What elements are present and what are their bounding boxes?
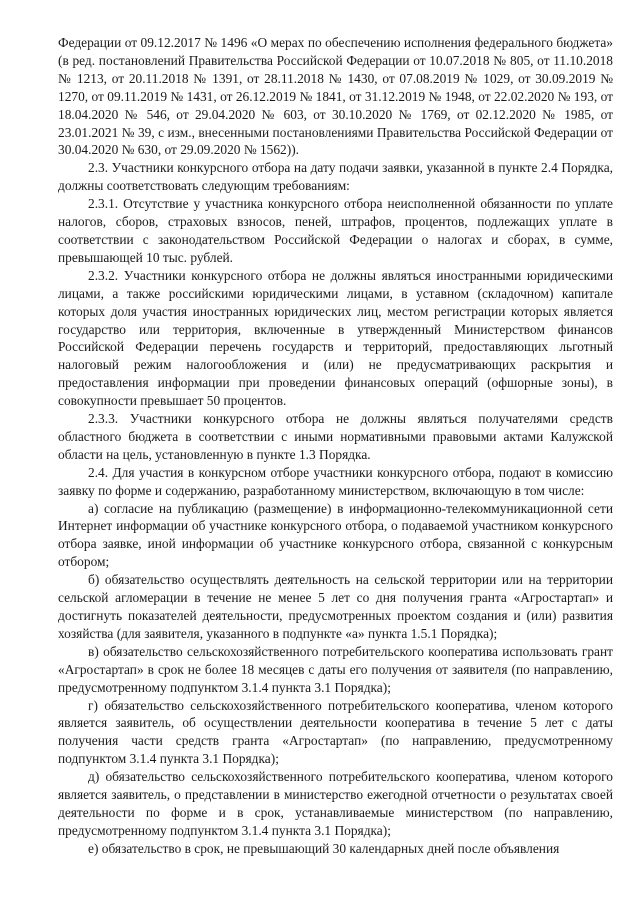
paragraph-item-b: б) обязательство осуществлять деятельность на сельской территории или на территории сельской агломерации в течение не менее 5 лет со дня получения гранта «Агростартап» и достигнуть показателей деятельности, предусмотренных проектом создания и (или) развития хозяйства (для заявителя, указанного в подпункте «а» пункта 1.5.1 Порядка); [58,572,613,641]
paragraph-item-a: а) согласие на публикацию (размещение) в информационно-телекоммуникационной сети Интернет информации об участнике конкурсного отбора, о подаваемой участником конкурсного отбора заявке, иной информации об участнике конкурсного отбора, связанной с конкурсным отбором; [58,500,613,570]
paragraph-item-d: д) обязательство сельскохозяйственного потребительского кооператива, членом которого является заявитель, о представлении в министерство ежегодной отчетности о результатах своей деятельности по форме и в срок, устанавливаемые министерством (по направлению, предусмотренному подпунктом 3.1.4 пункта 3.1 Порядка); [58,769,613,838]
paragraph-item-g: г) обязательство сельскохозяйственного потребительского кооператива, членом которого является заявитель, об осуществлении деятельности кооператива в течение 5 лет с даты получения части средств гранта «Агростартап» (по направлению, предусмотренному подпунктом 3.1.4 пункта 3.1 Порядка); [58,697,613,767]
paragraph-2-3-2: 2.3.2. Участники конкурсного отбора не должны являться иностранными юридическими лицами, а также российскими юридическими лицами, в уставном (складочном) капитале которых доля участия иностранных юридических лиц, местом регистрации которых является государство или территория, включенные в утвержденный Министерством финансов Российской Федерации перечень государств и территорий, предоставляющих льготный налоговый режим налогообложения и (или) не предусматривающих раскрытия и предоставления информации при проведении финансовых операций (офшорные зоны), в совокупности превышает 50 процентов. [58,267,613,409]
paragraph-2-3-1: 2.3.1. Отсутствие у участника конкурсного отбора неисполненной обязанности по уплате налогов, сборов, страховых взносов, пеней, штрафов, процентов, подлежащих уплате в соответствии с законодательством Российской Федерации о налогах и сборах, в сумме, превышающей 10 тыс. рублей. [58,196,613,265]
paragraph-2-3-3: 2.3.3. Участники конкурсного отбора не должны являться получателями средств областного бюджета в соответствии с иными нормативными правовыми актами Калужской области на цель, установленную в пункте 1.3 Порядка. [58,411,613,462]
paragraph-item-e: е) обязательство в срок, не превышающий 30 календарных дней после объявления [88,840,560,856]
paragraph-continuation: Федерации от 09.12.2017 № 1496 «О мерах по обеспечению исполнения федерального бюджета» (в ред. постановлений Правительства Российской Федерации от 10.07.2018 № 805, от 11.10.2018 № 1213, от 20.11.2018 № 1391, от 28.11.2018 № 1430, от 07.08.2019 № 1029, от 30.09.2019 № 1270, от 09.11.2019 № 1431, от 26.12.2019 № 1841, от 31.12.2019 № 1948, от 22.02.2020 № 193, от 18.04.2020 № 546, от 29.04.2020 № 603, от 30.10.2020 № 1769, от 02.12.2020 № 1985, от 23.01.2021 № 39, с изм., внесенными постановлениями Правительства Российской Федерации от 30.04.2020 № 630, от 29.09.2020 № 1562)). [58,35,613,158]
paragraph-item-v: в) обязательство сельскохозяйственного потребительского кооператива использовать грант «Агростартап» в срок не более 18 месяцев с даты его получения от заявителя (по направлению, предусмотренному подпунктом 3.1.4 пункта 3.1 Порядка); [58,643,613,695]
paragraph-2-4: 2.4. Для участия в конкурсном отборе участники конкурсного отбора, подают в комиссию заявку по форме и содержанию, разработанному министерством, включающую в том числе: [58,464,613,498]
paragraph-2-3: 2.3. Участники конкурсного отбора на дату подачи заявки, указанной в пункте 2.4 Порядка, должны соответствовать следующим требованиям: [58,160,613,194]
document-page [58,34,613,858]
